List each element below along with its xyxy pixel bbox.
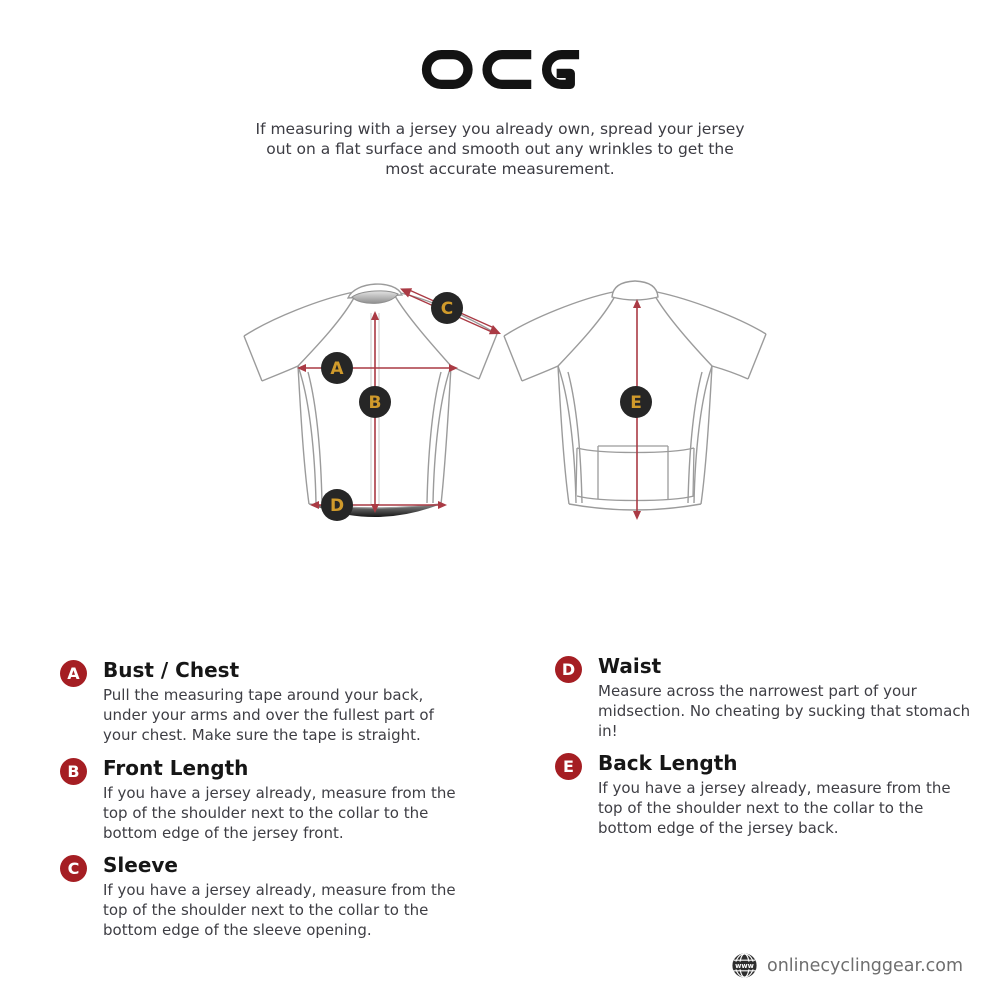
svg-text:A: A xyxy=(330,359,344,379)
ocg-logo xyxy=(417,45,583,94)
measurement-diagram xyxy=(225,255,795,555)
svg-text:B: B xyxy=(368,393,382,413)
logo-letter-o xyxy=(427,55,469,85)
section-waist xyxy=(555,654,972,741)
section-description: If you have a jersey already, measure from the top of the shoulder next to the collar to the bottom edge of the sleeve opening. xyxy=(103,881,456,939)
section-title: Front Length xyxy=(103,756,249,780)
logo-letter-g xyxy=(547,55,579,85)
globe-www-icon xyxy=(730,951,759,980)
section-front-length xyxy=(60,756,465,843)
svg-text:C: C xyxy=(440,299,454,319)
svg-text:E: E xyxy=(630,393,642,413)
measure-arrows xyxy=(297,288,641,520)
logo-letter-c xyxy=(487,55,531,85)
section-bust-chest xyxy=(60,658,465,745)
badge-c: C xyxy=(60,855,87,882)
section-description: If you have a jersey already, measure from the top of the shoulder next to the collar to the bottom edge of the jersey back. xyxy=(598,779,951,837)
jersey-back-collar xyxy=(612,281,658,300)
svg-text:D: D xyxy=(329,496,345,516)
footer xyxy=(730,951,963,980)
section-back-length xyxy=(555,751,972,838)
section-description: If you have a jersey already, measure from the top of the shoulder next to the collar to the bottom edge of the jersey front. xyxy=(103,784,456,842)
section-title: Sleeve xyxy=(103,853,178,877)
jersey-back-pockets xyxy=(576,446,694,501)
intro-text: If measuring with a jersey you already own, spread your jersey out on a flat surface and smooth out any wrinkles to get the most accurate measurement. xyxy=(255,120,745,178)
section-title: Bust / Chest xyxy=(103,658,240,682)
badge-e: E xyxy=(555,753,582,780)
section-description: Pull the measuring tape around your back, under your arms and over the fullest part of your chest. Make sure the tape is straight. xyxy=(103,686,434,744)
section-sleeve xyxy=(60,853,465,940)
section-title: Waist xyxy=(598,654,662,678)
svg-text:www: www xyxy=(735,962,754,971)
badge-b: B xyxy=(60,758,87,785)
section-title: Back Length xyxy=(598,751,738,775)
badge-a: A xyxy=(60,660,87,687)
section-description: Measure across the narrowest part of your midsection. No cheating by sucking that stomach in! xyxy=(598,682,971,740)
website-link[interactable]: onlinecyclinggear.com xyxy=(767,955,964,976)
badge-d: D xyxy=(555,656,582,683)
